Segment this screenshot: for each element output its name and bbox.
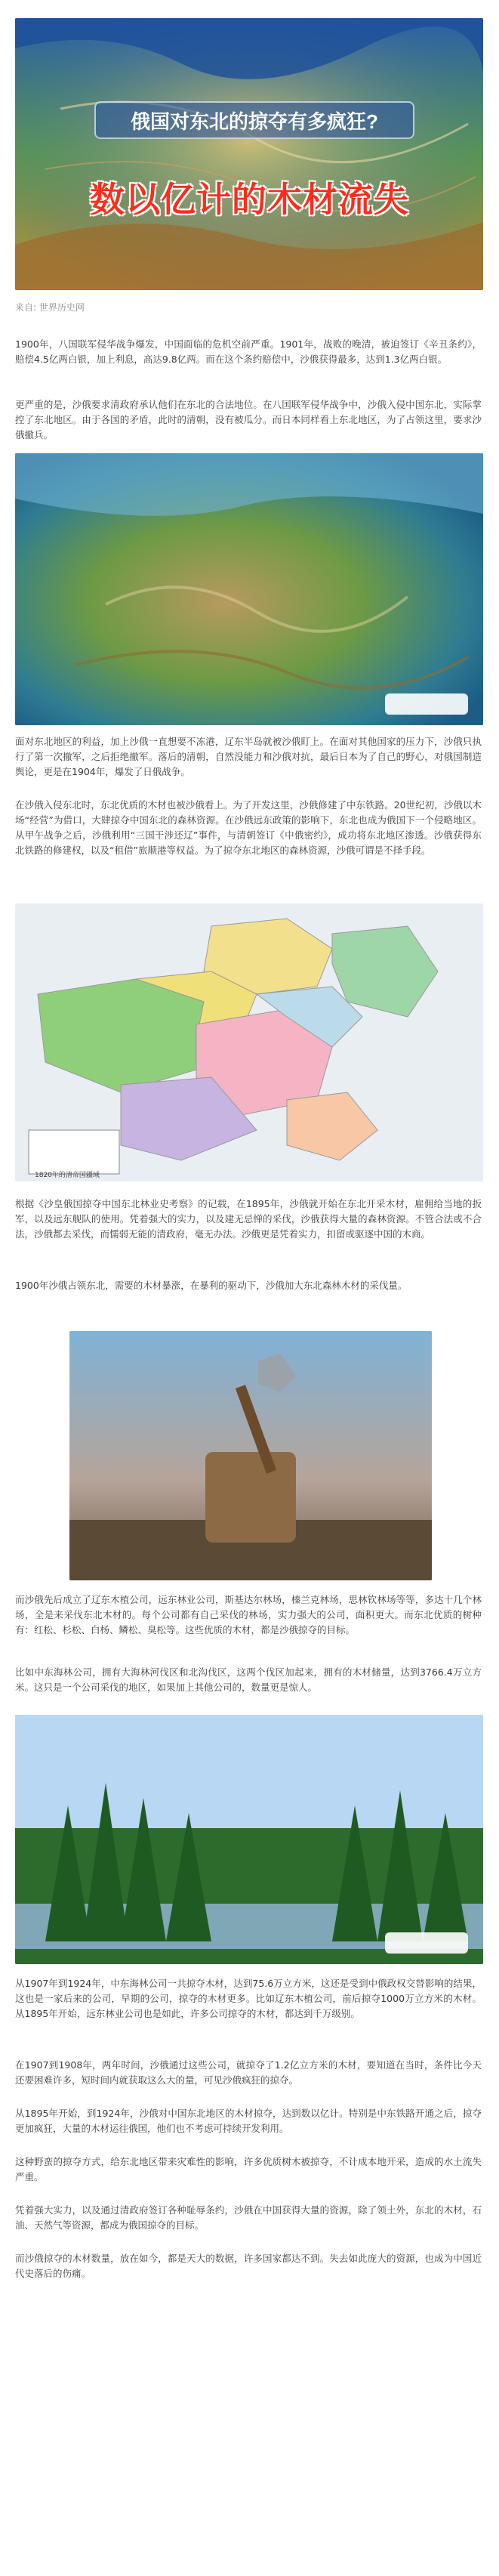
banner-title-box bbox=[94, 101, 414, 139]
paragraph-12: 这种野蛮的掠夺方式，给东北地区带来灾难性的影响，许多优质树木被掠夺，不计成本地开采，造成的水土流失严重。 bbox=[15, 2156, 482, 2182]
paragraph-8: 比如中东海林公司，拥有大海林河伐区和北沟伐区，这两个伐区加起来，拥有的木材储量，达到3766.4万立方米。这只是一个公司采伐的地区，如果加上其他公司的，数量更是惊人。 bbox=[15, 1666, 482, 1693]
source-label: 来自: 世界历史网 bbox=[15, 302, 85, 313]
paragraph-10: 在1907到1908年，两年时间，沙俄通过这些公司，就掠夺了1.2亿立方米的木材，要知道在当时，条件比今天还要困难许多，短时间内就获取这么大的量，可见沙俄疯狂的掠夺。 bbox=[15, 2059, 482, 2086]
paragraph-1: 1900年，八国联军侵华战争爆发，中国面临的危机空前严重。1901年，战败的晚清，被迫签订《辛丑条约》，赔偿4.5亿两白银，加上利息，高达9.8亿两。而在这个条约赔偿中，沙俄获得最多，达到1.3亿两白银。 bbox=[15, 338, 482, 365]
axe-stump-image bbox=[69, 1331, 432, 1580]
paragraph-5: 根据《沙皇俄国掠夺中国东北林业史考察》的记载，在1895年，沙俄就开始在东北开采木材，雇佣给当地的扳军，以及远东舰队的使用。凭着强大的实力，以及建无忌惮的采伐，沙俄获得大量的森林资源。不管合法或不合法，沙俄都去采伐，而懦弱无能的清政府，毫无办法。沙俄更是凭着实力，扣留或驱逐中国的木商。 bbox=[15, 1198, 482, 1240]
paragraph-4: 在沙俄入侵东北时，东北优质的木材也被沙俄看上。为了开发这里，沙俄修建了中东铁路。20世纪初，沙俄以木场“经营”为借口，大肆掠夺中国东北的森林资源。在沙俄远东政策的影响下，东北也成为俄国下一个侵略地区。从甲午战争之后，沙俄利用“三国干涉还辽”事件，与清朝签订《中俄密约》，成功将东北地区渗透。沙俄获得东北铁路的修建权，以及“租借”旅顺港等权益。为了掠夺东北地区的森林资源，沙俄可谓是不择手段。 bbox=[15, 799, 482, 856]
paragraph-6: 1900年沙俄占领东北，需要的木材暴涨，在暴利的驱动下，沙俄加大东北森林木材的采伐量。 bbox=[15, 1280, 408, 1291]
forest-image bbox=[15, 1715, 483, 1964]
paragraph-3: 面对东北地区的利益，加上沙俄一直想要不冻港，辽东半岛就被沙俄盯上。在面对其他国家的压力下，沙俄只执行了第一次撤军，之后拒绝撤军。落后的清朝，自然没能力和沙俄对抗，最后日本为了自己的野心，对俄国制造舆论，更是在1904年，爆发了日俄战争。 bbox=[15, 736, 482, 777]
map-image bbox=[15, 903, 483, 1181]
paragraph-7: 而沙俄先后成立了辽东木植公司，远东林业公司，斯基达尔林场，榛兰克林场，思林钦林场等等，多达十几个林场，全是来采伐东北木材的。每个公司都有自己采伐的林场，实力强大的公司，面积更大。而东北优质的树种有：红松、杉松、白杨、鳞松、臭松等。这些优质的木材，都是沙俄掠夺的目标。 bbox=[15, 1594, 482, 1635]
paragraph-9: 从1907年到1924年，中东海林公司一共掠夺木材，达到75.6万立方米，这还是受到中俄政权交替影响的结果，这也是一家后来的公司，早期的公司，掠夺的木材更多。比如辽东木植公司，前后掠夺1000万立方米的木材。从1895年开始，远东林业公司也是如此，许多公司掠夺的木材，都达到千万级别。 bbox=[15, 1978, 482, 2019]
paragraph-11: 从1895年开始，到1924年，沙俄对中国东北地区的木材掠夺，达到数以亿计。特别是中东铁路开通之后，掠夺更加疯狂，大量的木材运往俄国，他们也不考虑可持续开发利用。 bbox=[15, 2108, 482, 2134]
banner-title: 俄国对东北的掠夺有多疯狂? bbox=[131, 110, 378, 133]
banner-subtitle: 数以亿计的木材流失 bbox=[90, 180, 409, 219]
paragraph-2: 更严重的是，沙俄要求清政府承认他们在东北的合法地位。在八国联军侵华战争中，沙俄入侵中国东北，实际掌控了东北地区。由于各国的矛盾，此时的清朝，没有被瓜分。而日本同样看上东北地区，为了占领这里，要求沙俄撤兵。 bbox=[15, 399, 482, 440]
watermark bbox=[385, 1932, 468, 1954]
map-graphic bbox=[15, 903, 483, 1181]
paragraph-13: 凭着强大实力，以及通过清政府签订各种耻辱条约，沙俄在中国获得大量的资源，除了领土外，东北的木材，石油、天然气等资源，都成为俄国掠夺的目标。 bbox=[15, 2204, 482, 2231]
map-caption: 1820年的清帝国疆域 bbox=[35, 1172, 100, 1179]
axe-stump-graphic bbox=[69, 1331, 432, 1580]
forest-graphic bbox=[15, 1715, 483, 1964]
terrain-image bbox=[15, 453, 483, 725]
paragraph-14: 而沙俄掠夺的木材数量，放在如今，都是天大的数据，许多国家都达不到。失去如此庞大的资源，也成为中国近代史落后的伤痛。 bbox=[15, 2253, 482, 2279]
banner-image bbox=[15, 18, 483, 290]
banner-terrain-graphic bbox=[15, 18, 483, 290]
watermark bbox=[385, 693, 468, 715]
terrain-graphic bbox=[15, 453, 483, 725]
